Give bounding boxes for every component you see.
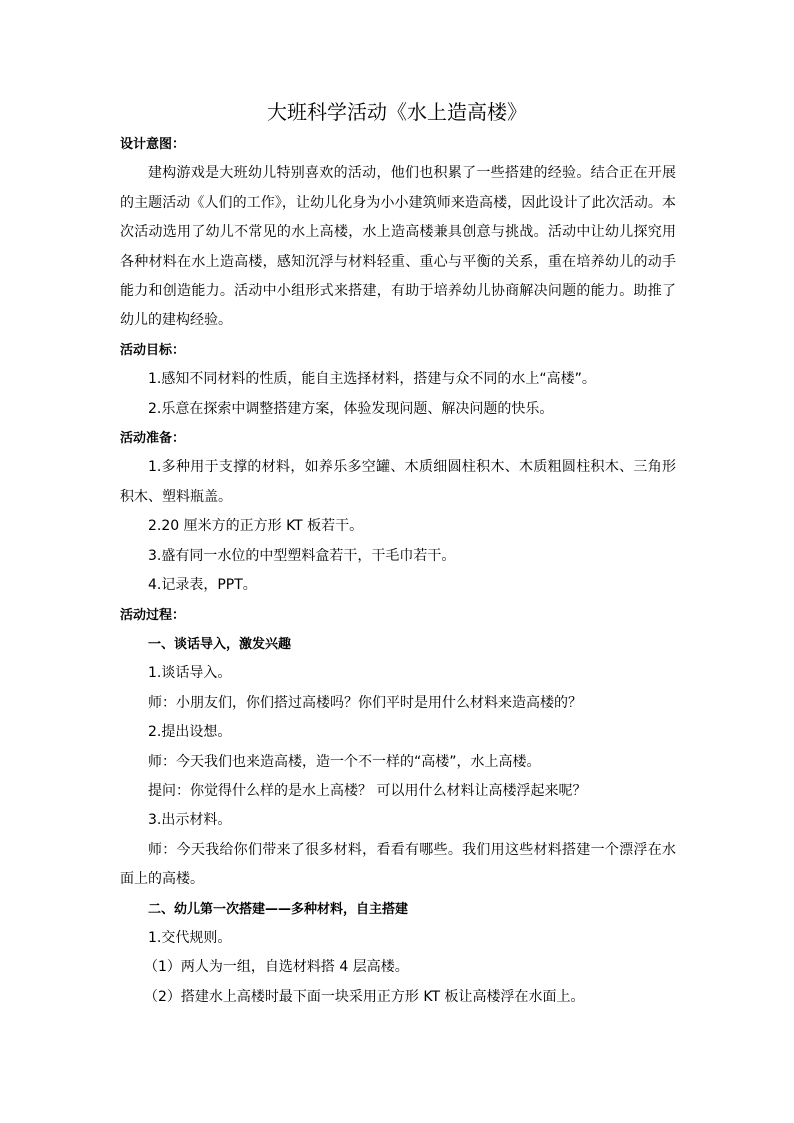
process-line: 3.出示材料。 bbox=[148, 812, 232, 829]
process-line: （2）搭建水上高楼时最下面一块采用正方形 KT 板让高楼浮在水面上。 bbox=[144, 988, 585, 1005]
process-line: 师：今天我们也来造高楼，造一个不一样的“高楼”，水上高楼。 bbox=[148, 753, 541, 770]
preparation-item: 4.记录表，PPT。 bbox=[148, 577, 257, 594]
preparation-item: 3.盛有同一水位的中型塑料盒若干，干毛巾若干。 bbox=[148, 547, 456, 564]
process-line: 师：今天我给你们带来了很多材料，看看有哪些。我们用这些材料搭建一个漂浮在水面上的高楼。 bbox=[120, 841, 676, 888]
process-line: 师：小朋友们，你们搭过高楼吗？你们平时是用什么材料来造高楼的？ bbox=[148, 694, 582, 711]
process-line: 1.交代规则。 bbox=[148, 929, 232, 946]
process-line: （1）两人为一组，自选材料搭 4 层高楼。 bbox=[144, 959, 409, 976]
process-line: 2.提出设想。 bbox=[148, 724, 232, 741]
process-heading: 活动过程： bbox=[120, 607, 186, 623]
design-intent-heading: 设计意图： bbox=[120, 137, 186, 152]
goal-item: 1.感知不同材料的性质，能自主选择材料，搭建与众不同的水上“高楼”。 bbox=[148, 371, 596, 388]
process-line: 提问：你觉得什么样的是水上高楼？ 可以用什么材料让高楼浮起来呢？ bbox=[148, 782, 587, 799]
design-intent-paragraph: 建构游戏是大班幼儿特别喜欢的活动，他们也积累了一些搭建的经验。结合正在开展的主题活动《人们的工作》，让幼儿化身为小小建筑师来造高楼，因此设计了此次活动。本次活动选用了幼儿不常见的水上高楼，水上造高楼兼具创意与挑战。活动中让幼儿探究用各种材料在水上造高楼，感知沉浮与材料轻重、重心与平衡的关系，重在培养幼儿的动手能力和创造能力。活动中小组形式来搭建，有助于培养幼儿协商解决问题的能力。助推了幼儿的建构经验。 bbox=[120, 165, 676, 329]
goals-heading: 活动目标： bbox=[120, 342, 186, 358]
process-part2-heading: 二、幼儿第一次搭建——多种材料，自主搭建 bbox=[148, 901, 409, 917]
preparation-item: 1.多种用于支撑的材料，如养乐多空罐、木质细圆柱积木、木质粗圆柱积木、三角形积木、塑料瓶盖。 bbox=[120, 459, 676, 505]
process-part1-heading: 一、谈话导入，激发兴趣 bbox=[148, 636, 292, 652]
document-body bbox=[120, 130, 676, 1012]
process-line: 1.谈话导入。 bbox=[148, 665, 232, 682]
preparation-item: 2.20 厘米方的正方形 KT 板若干。 bbox=[148, 518, 364, 535]
preparation-heading: 活动准备： bbox=[120, 431, 186, 447]
document-title: 大班科学活动《水上造高楼》 bbox=[267, 100, 527, 124]
goal-item: 2.乐意在探索中调整搭建方案，体验发现问题、解决问题的快乐。 bbox=[148, 400, 554, 417]
